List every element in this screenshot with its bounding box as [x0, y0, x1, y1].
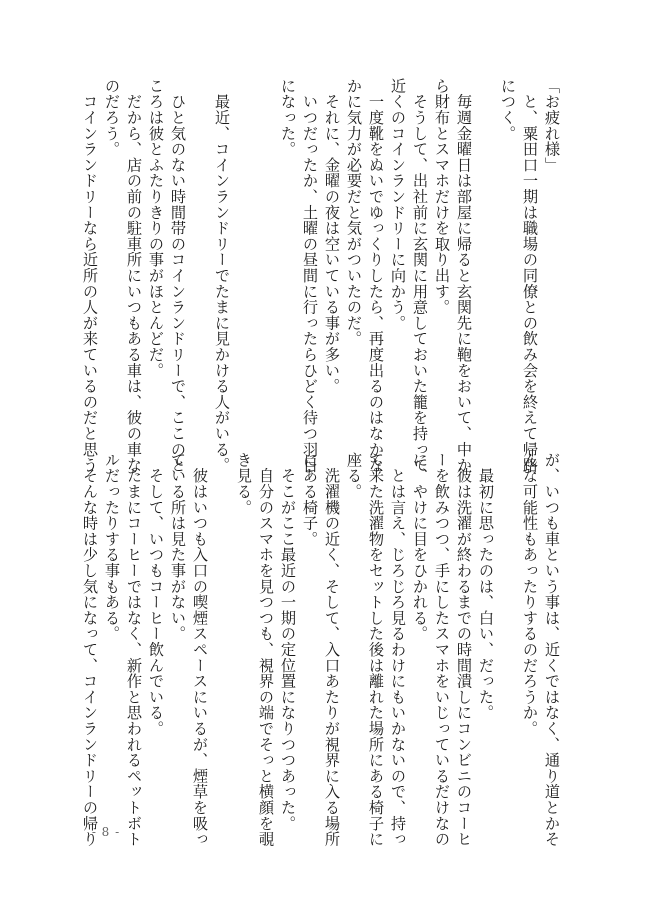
text-line — [189, 78, 211, 426]
text-line: が、いつも車という事は、近くではなく、通り道とかそ — [543, 452, 561, 847]
text-line: のだろう。 — [103, 78, 121, 157]
text-line: ころは彼とふたりきりの事がほとんどだ。 — [147, 78, 165, 379]
text-line — [233, 78, 255, 426]
text-line: 洗濯機の近く、そして、入口あたりが視界に入る場所 — [323, 452, 341, 847]
text-line — [255, 78, 277, 426]
text-line: に、やけに目をひかれる。 — [411, 452, 429, 642]
text-line: ルだったりする事もある。 — [103, 452, 121, 642]
text-line: 近くのコインランドリーに向かう。 — [389, 78, 407, 331]
text-line: そうして、出社前に玄関に用意しておいた籠を持って — [411, 78, 429, 473]
text-line: コインランドリーなら近所の人が来ているのだと思う — [81, 78, 99, 473]
text-line: いつだったか、土曜の昼間に行ったらひどく待つ羽目 — [301, 78, 319, 473]
text-line: 「お疲れ様」 — [543, 78, 561, 173]
text-line: だから、店の前の駐車所にいつもある車は、彼の車な — [125, 78, 143, 473]
text-line: にある椅子。 — [301, 452, 319, 547]
text-line — [211, 452, 233, 804]
page-number: - 8 - — [91, 825, 121, 839]
text-line: それに、金曜の夜は空いている事が多い。 — [323, 78, 341, 394]
text-line: 彼はいつも入口の喫煙スペースにいるが、煙草を吸っ — [191, 452, 209, 847]
text-line: 彼は洗濯が終わるまでの時間潰しにコンビニのコーヒ — [455, 452, 473, 847]
text-line: そこがここ最近の一期の定位置になりつつあった。 — [279, 452, 297, 832]
text-line: ている所は見た事がない。 — [169, 452, 187, 642]
text-line: 最近、コインランドリーでたまに見かける人がいる。 — [213, 78, 231, 473]
text-line — [497, 452, 519, 804]
text-line: ら財布とスマホだけを取り出す。 — [433, 78, 451, 315]
text-line: とは言え、じろじろ見るわけにもいかないので、持っ — [389, 452, 407, 847]
text-line: そして、いつもコーヒー飲んでいる。 — [147, 452, 165, 737]
text-line: そんな時は少し気になって、コインランドリーの帰り — [81, 452, 99, 847]
text-line: 一度靴をぬいでゆっくりしたら、再度出るのはなかな — [367, 78, 385, 473]
text-line: 最初に思ったのは、白い、だった。 — [477, 452, 495, 721]
text-line: たまにコーヒーではなく、新作と思われるペットボト — [125, 452, 143, 847]
text-block-bottom — [81, 452, 563, 847]
text-line: き見る。 — [235, 452, 253, 516]
text-line: と、粟田口一期は職場の同僚との飲み会を終えて帰路 — [521, 78, 539, 473]
text-line: かに気力が必要だと気がついたのだ。 — [345, 78, 363, 347]
text-line: になった。 — [279, 78, 297, 157]
text-line: んな可能性もあったりするのだろうか。 — [521, 452, 539, 737]
text-line: ひと気のない時間帯のコインランドリーで、ここのと — [169, 78, 187, 473]
text-line: ーを飲みつつ、手にしたスマホをいじっているだけなの — [433, 452, 451, 847]
text-line — [475, 78, 497, 426]
text-line: 毎週金曜日は部屋に帰ると玄関先に鞄をおいて、中か — [455, 78, 473, 473]
text-line: につく。 — [499, 78, 517, 142]
text-block-top — [81, 78, 563, 473]
text-line: 座る。 — [345, 452, 363, 500]
text-line: て来た洗濯物をセットした後は離れた場所にある椅子に — [367, 452, 385, 847]
text-line: 自分のスマホを見つつも、視界の端でそっと横顔を覗 — [257, 452, 275, 847]
